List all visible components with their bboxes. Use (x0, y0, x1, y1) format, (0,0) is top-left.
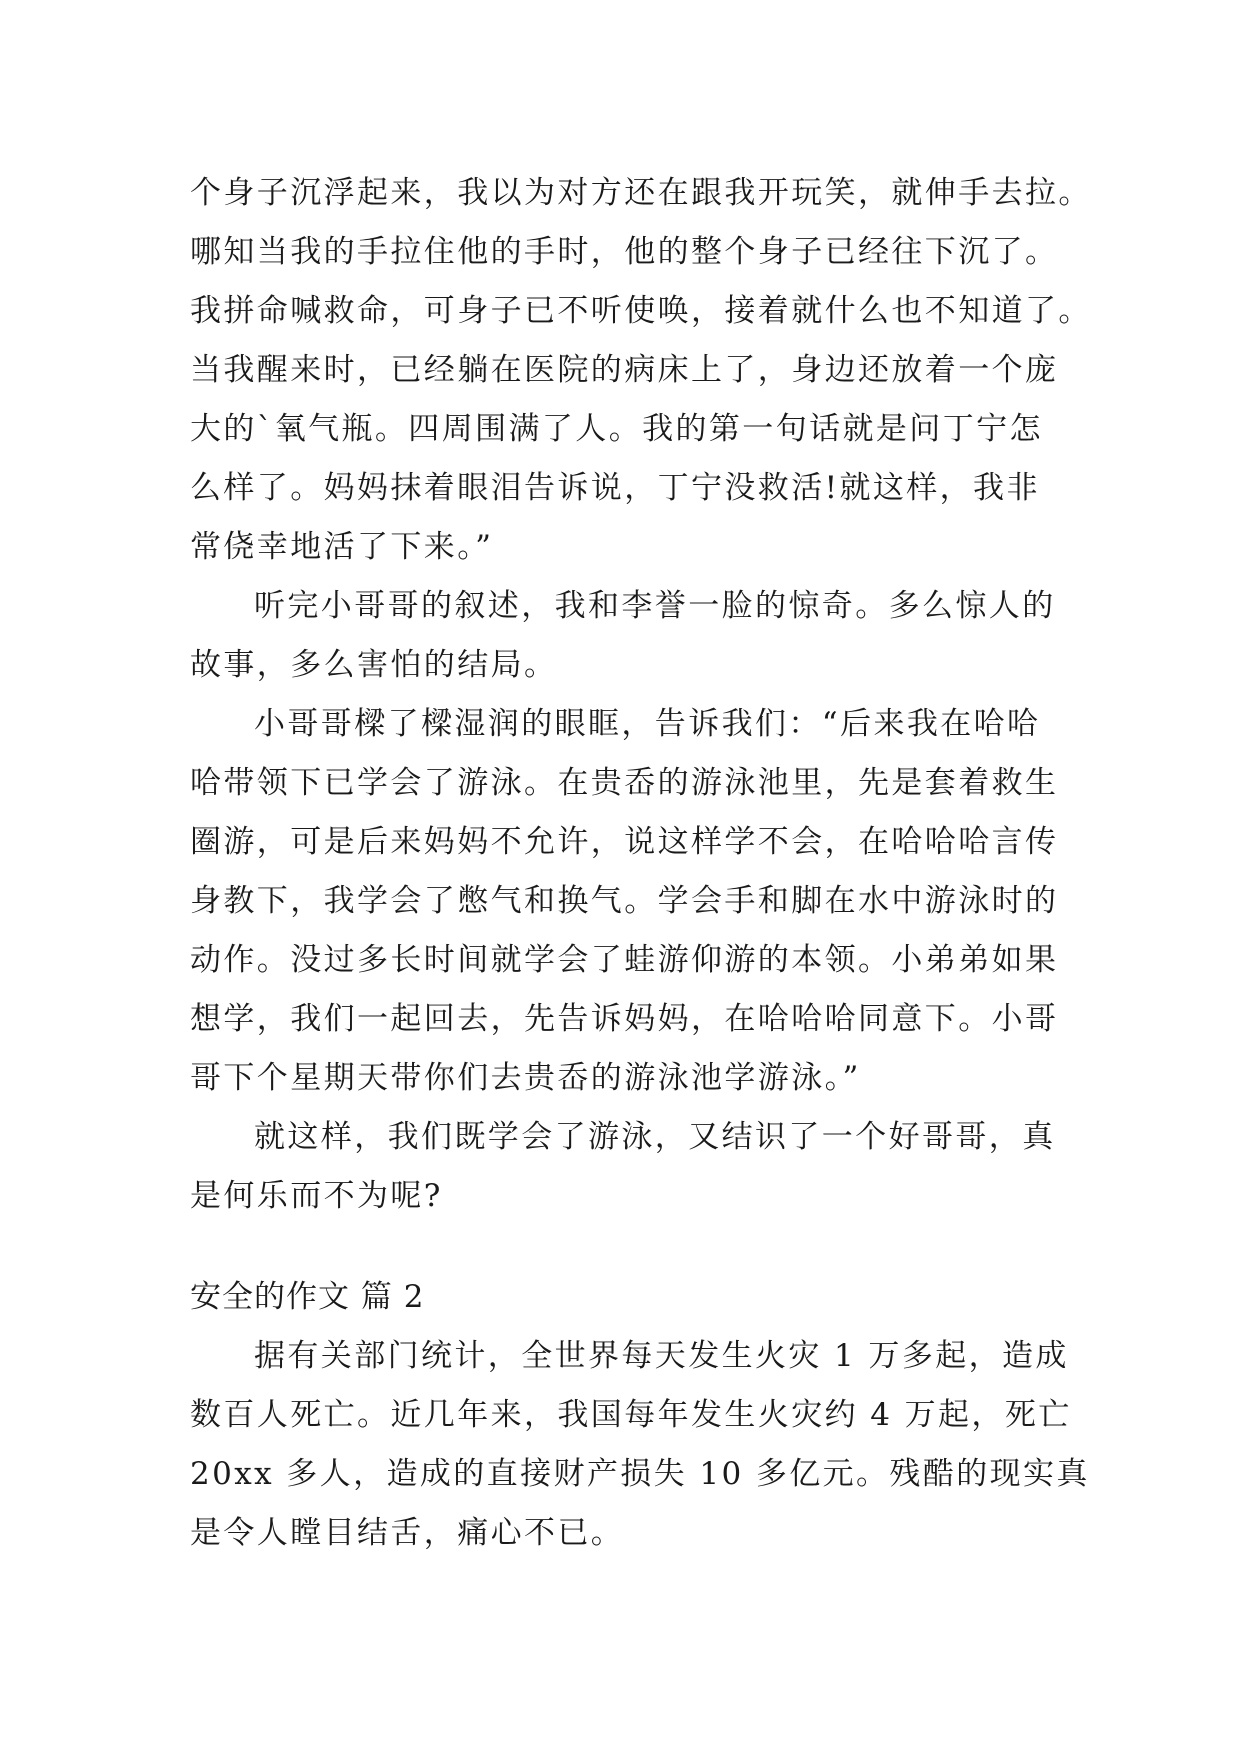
text-line: 动作。没过多长时间就学会了蛙游仰游的本领。小弟弟如果 (190, 942, 1059, 978)
section-2-body (190, 1327, 1090, 1563)
story-continuation (190, 164, 1092, 1226)
text-line: 是何乐而不为呢? (190, 1178, 443, 1214)
text-line: 哥下个星期天带你们去贵岙的游泳池学游泳。” (190, 1060, 861, 1096)
text-line: 是令人瞠目结舌，痛心不已。 (190, 1515, 625, 1551)
text-line: 哪知当我的手拉住他的手时，他的整个身子已经往下沉了。 (190, 234, 1059, 270)
text-line: 个身子沉浮起来，我以为对方还在跟我开玩笑，就伸手去拉。 (190, 175, 1092, 211)
text-line: 当我醒来时，已经躺在医院的病床上了，身边还放着一个庞 (190, 352, 1059, 388)
text-line: 数百人死亡。近几年来，我国每年发生火灾约 4 万起，死亡 (190, 1397, 1072, 1433)
text-line: 我拼命喊救命，可身子已不听使唤，接着就什么也不知道了。 (190, 293, 1092, 329)
text-line: 哈带领下已学会了游泳。在贵岙的游泳池里，先是套着救生 (190, 765, 1059, 801)
text-line: 大的`氧气瓶。四周围满了人。我的第一句话就是问丁宁怎 (190, 411, 1043, 447)
paragraph-start-line: 听完小哥哥的叙述，我和李誉一脸的惊奇。多么惊人的 (254, 588, 1056, 624)
text-line: 故事，多么害怕的结局。 (190, 647, 558, 683)
text-line: 常侥幸地活了下来。” (190, 529, 494, 565)
text-line: 么样了。妈妈抹着眼泪告诉说，丁宁没救活!就这样，我非 (190, 470, 1040, 506)
text-line: 想学，我们一起回去，先告诉妈妈，在哈哈哈同意下。小哥 (190, 1001, 1059, 1037)
text-line: 圈游，可是后来妈妈不允许，说这样学不会，在哈哈哈言传 (190, 824, 1059, 860)
section-heading: 安全的作文 篇 2 (190, 1279, 425, 1315)
text-line: 身教下，我学会了憋气和换气。学会手和脚在水中游泳时的 (190, 883, 1059, 919)
paragraph-start-line: 小哥哥樑了樑湿润的眼眶，告诉我们：“后来我在哈哈 (254, 706, 1041, 742)
text-line: 20xx 多人，造成的直接财产损失 10 多亿元。残酷的现实真 (190, 1456, 1090, 1492)
paragraph-start-line: 据有关部门统计，全世界每天发生火灾 1 万多起，造成 (254, 1338, 1069, 1374)
paragraph-start-line: 就这样，我们既学会了游泳，又结识了一个好哥哥，真 (254, 1119, 1056, 1155)
